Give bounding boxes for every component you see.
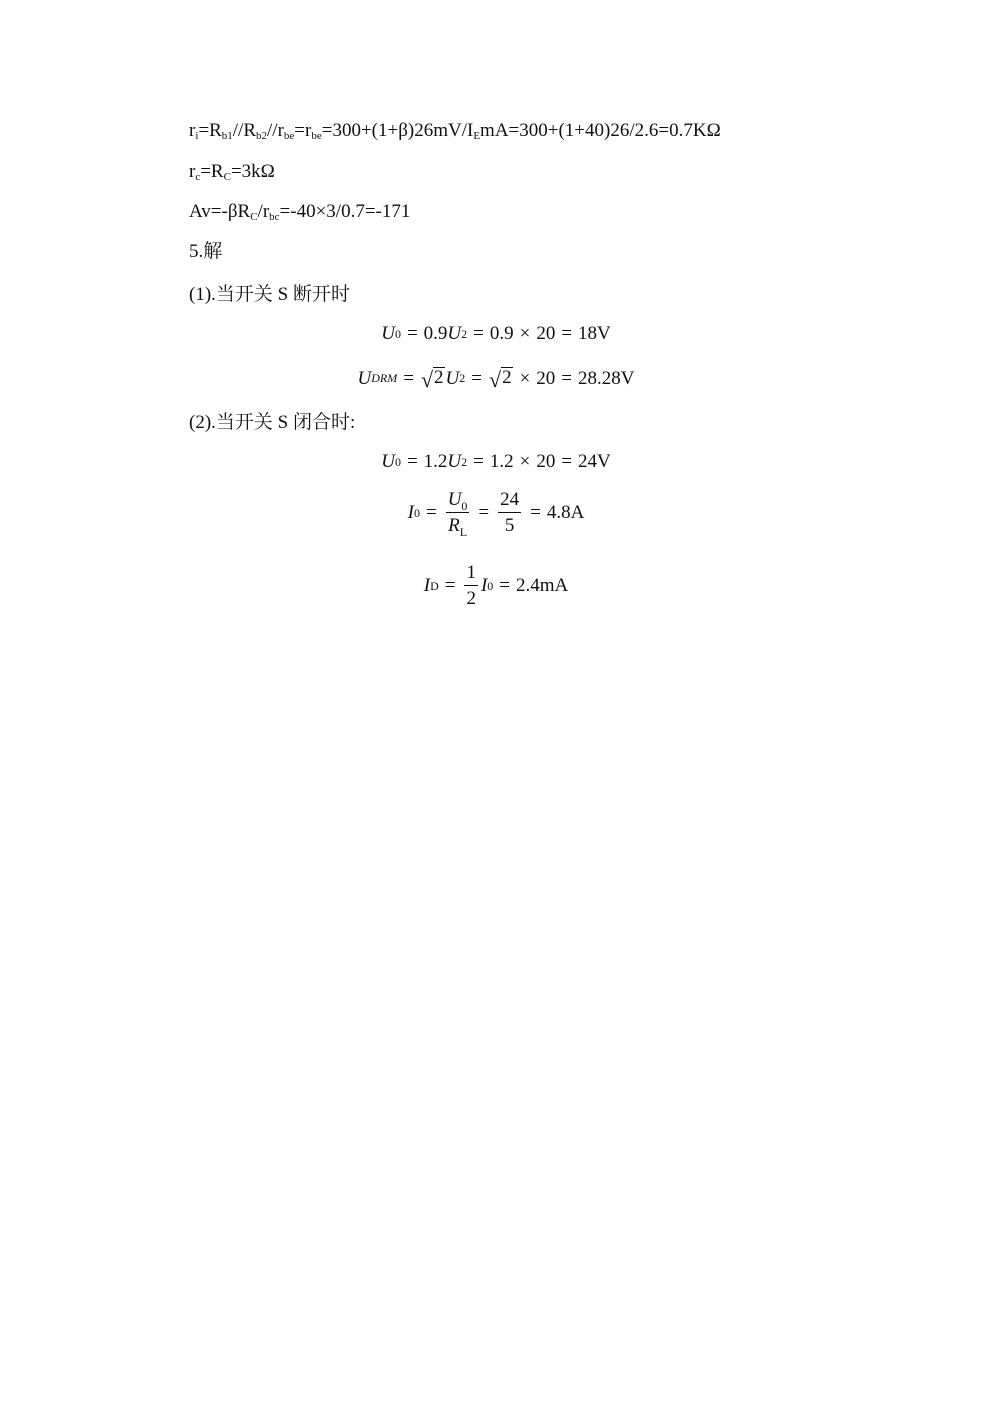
part2-heading: (2).当开关 S 闭合时: [189, 412, 356, 433]
equation-i0: I 0 = $\frac{U_0}{R_L}$ = $\frac{24}{5}$ = 4.8A [407, 489, 585, 539]
sqrt-symbol: √ 2 [488, 367, 512, 392]
part1-heading: (1).当开关 S 断开时 [189, 284, 350, 305]
ri-equation-line: $r_i=R_{b1}//R_{b2}//r_{be}=r_{be}=300+(1+\beta)26mV/I_EmA=300+(1+40)26/2.6=0.7K\Omega$ [189, 120, 721, 142]
fraction-1-2: $\frac{1}{2}$ [466, 562, 476, 609]
fraction-u0-rl: $\frac{U_0}{R_L}$ [447, 489, 468, 539]
equation-u0-closed: U 0 = 1.2 U 2 = 1.2 × 20 = 24V [381, 451, 611, 472]
rc-equation-line: $r_c=R_C=3k\Omega$ [189, 161, 275, 183]
equation-udrm: U DRM = √ 2 U 2 = √ 2 × 20 = 28.28V [357, 367, 635, 392]
equation-u0-open: U 0 = 0.9 U 2 = 0.9 × 20 = 18V [381, 323, 611, 344]
section-heading: 5.解 [189, 241, 223, 262]
sqrt-symbol: √ 2 [420, 367, 444, 392]
fraction-24-5: $\frac{24}{5}$ [500, 489, 520, 536]
av-equation-line: $Av=-\beta R_C/r_{bc}=-40\times 3/0.7=-171$ [189, 201, 411, 223]
equation-id: I D = $\frac{1}{2}$ I 0 = 2.4mA [423, 562, 569, 609]
